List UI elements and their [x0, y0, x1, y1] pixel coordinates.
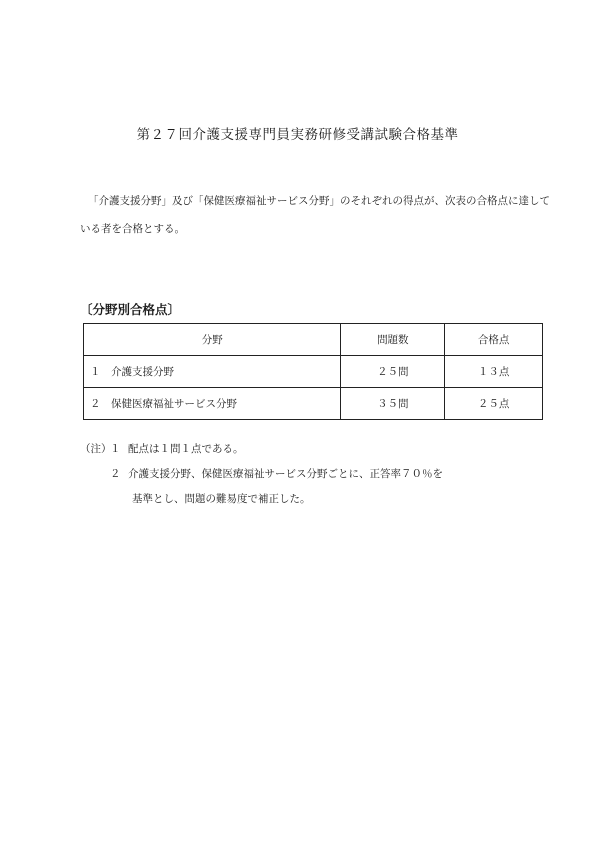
pass-score: ２５点: [445, 388, 543, 420]
question-count: ２５問: [341, 356, 445, 388]
note-item: [80, 462, 550, 487]
passing-score-table: [83, 323, 543, 420]
header-questions: 問題数: [341, 324, 445, 356]
note-item-continuation: [80, 487, 550, 512]
intro-paragraph: 「介護支援分野」及び「保健医療福祉サービス分野」のそれぞれの得点が、次表の合格点に達している者を合格とする。: [80, 195, 550, 235]
note-text: 介護支援分野、保健医療福祉サービス分野ごとに、正答率７０％を: [128, 468, 443, 480]
table-row: [84, 388, 543, 420]
notes-label: （注）: [80, 443, 112, 455]
note-number: １: [110, 443, 121, 455]
notes-section: [80, 437, 550, 512]
table-header-row: [84, 324, 543, 356]
header-field: 分野: [84, 324, 341, 356]
field-name: １ 介護支援分野: [84, 356, 341, 388]
question-count: ３５問: [341, 388, 445, 420]
header-pass-score: 合格点: [445, 324, 543, 356]
note-number: ２: [110, 468, 121, 480]
document-title: 第２７回介護支援専門員実務研修受講試験合格基準: [136, 127, 459, 143]
pass-score: １３点: [445, 356, 543, 388]
field-name: ２ 保健医療福祉サービス分野: [84, 388, 341, 420]
note-text: 基準とし、問題の難易度で補正した。: [132, 493, 311, 505]
section-heading: 〔分野別合格点〕: [80, 302, 181, 317]
table-row: [84, 356, 543, 388]
note-item: [80, 437, 550, 462]
note-text: 配点は１問１点である。: [128, 443, 244, 455]
